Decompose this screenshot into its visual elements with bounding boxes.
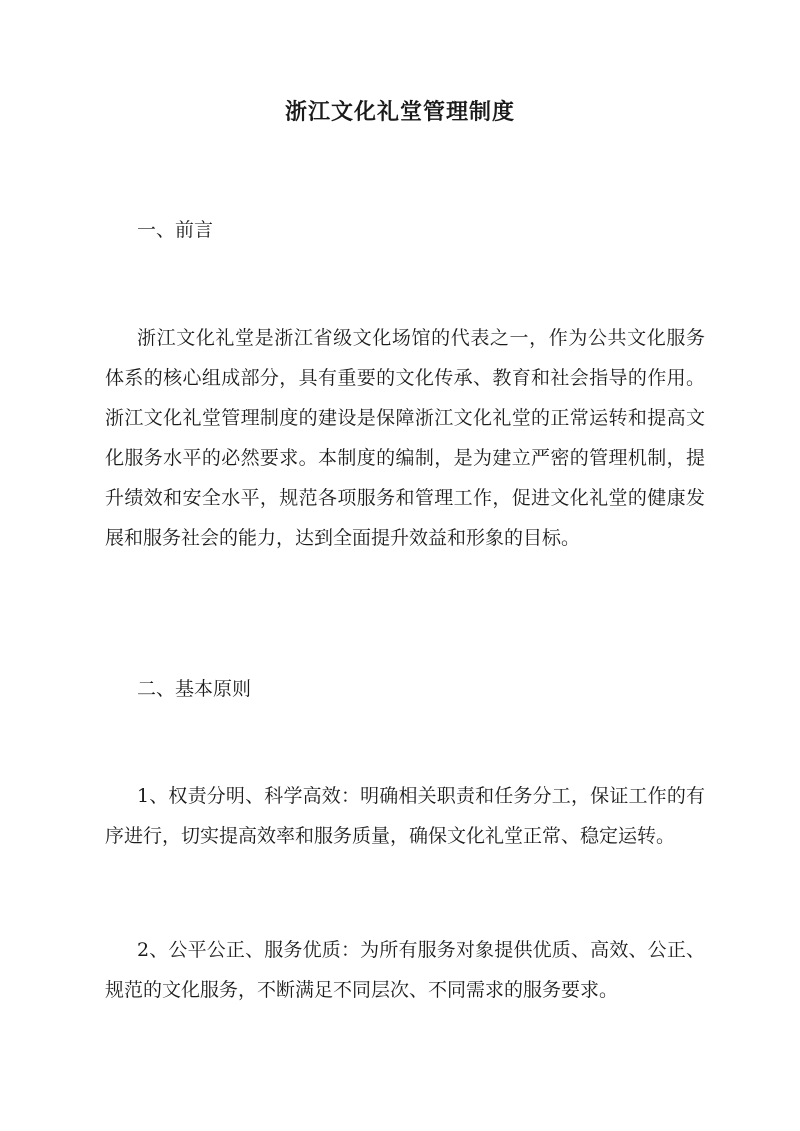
preface-paragraph: 浙江文化礼堂是浙江省级文化场馆的代表之一，作为公共文化服务体系的核心组成部分，具有重要的文化传承、教育和社会指导的作用。浙江文化礼堂管理制度的建设是保障浙江文化礼堂的正常运转和提高文化服务水平的必然要求。本制度的编制，是为建立严密的管理机制，提升绩效和安全水平，规范各项服务和管理工作，促进文化礼堂的健康发展和服务社会的能力，达到全面提升效益和形象的目标。 xyxy=(105,327,705,549)
section-heading-preface: 一、前言 xyxy=(137,219,214,241)
principle-item-1: 1、权责分明、科学高效：明确相关职责和任务分工，保证工作的有序进行，切实提高效率和服务质量，确保文化礼堂正常、稳定运转。 xyxy=(105,785,705,847)
document-title: 浙江文化礼堂管理制度 xyxy=(284,99,515,125)
section-heading-basic-principles: 二、基本原则 xyxy=(137,678,252,700)
principle-item-2: 2、公平公正、服务优质：为所有服务对象提供优质、高效、公正、规范的文化服务，不断满足不同层次、不同需求的服务要求。 xyxy=(105,939,705,1001)
